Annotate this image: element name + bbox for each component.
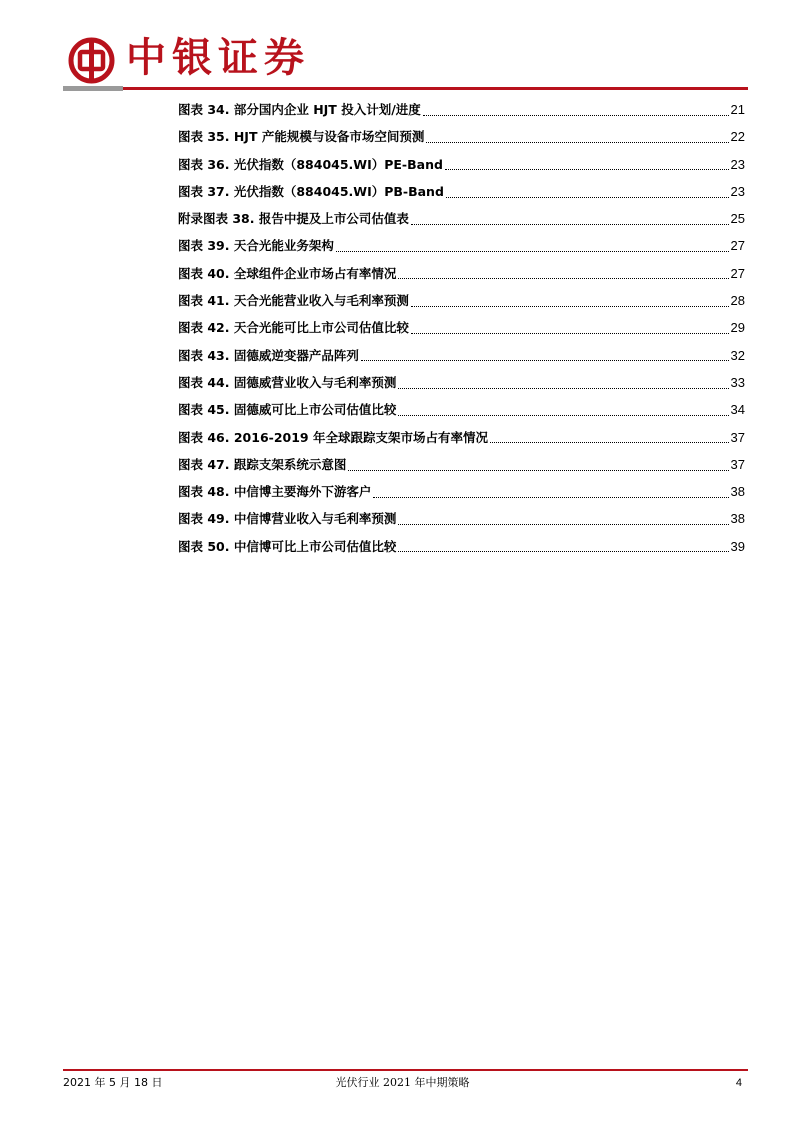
toc-entry[interactable] <box>178 287 745 314</box>
toc-entry-page: 22 <box>730 129 745 145</box>
toc-entry[interactable] <box>178 424 745 451</box>
toc-entry[interactable] <box>178 232 745 259</box>
toc-entry[interactable] <box>178 96 745 123</box>
toc-entry-page: 38 <box>730 511 745 527</box>
toc-entry-page: 28 <box>730 293 745 309</box>
toc-entry-label: 图表 40. 全球组件企业市场占有率情况 <box>178 265 397 281</box>
toc-entry-page: 32 <box>730 347 745 363</box>
header-divider-red <box>123 87 748 90</box>
toc-leader-dots <box>361 359 729 361</box>
toc-entry-page: 38 <box>730 484 745 500</box>
toc-entry-page: 39 <box>730 538 745 554</box>
toc-leader-dots <box>411 332 729 334</box>
toc-entry[interactable] <box>178 533 745 560</box>
toc-entry[interactable] <box>178 478 745 505</box>
toc-entry[interactable] <box>178 505 745 532</box>
toc-entry[interactable] <box>178 123 745 150</box>
footer-report-title: 光伏行业 2021 年中期策略 <box>335 1076 470 1089</box>
page-footer <box>63 1074 742 1092</box>
toc-entry[interactable] <box>178 178 745 205</box>
toc-entry[interactable] <box>178 342 745 369</box>
toc-leader-dots <box>411 223 729 225</box>
toc-entry-label: 图表 50. 中信博可比上市公司估值比较 <box>178 538 397 554</box>
toc-leader-dots <box>348 469 728 471</box>
toc-leader-dots <box>398 277 728 279</box>
bank-of-china-logo-icon <box>68 37 115 84</box>
toc-leader-dots <box>426 141 728 143</box>
brand-name: 中银证券 <box>126 34 310 81</box>
toc-entry-label: 图表 46. 2016-2019 年全球跟踪支架市场占有率情况 <box>178 429 488 445</box>
toc-entry[interactable] <box>178 396 745 423</box>
toc-entry-page: 23 <box>730 156 745 172</box>
toc-leader-dots <box>446 196 729 198</box>
toc-entry[interactable] <box>178 451 745 478</box>
toc-entry[interactable] <box>178 369 745 396</box>
toc-leader-dots <box>336 250 729 252</box>
toc-leader-dots <box>398 387 728 389</box>
toc-entry-page: 37 <box>730 429 745 445</box>
toc-leader-dots <box>398 550 728 552</box>
toc-entry-page: 27 <box>730 265 745 281</box>
toc-entry-page: 21 <box>730 102 745 117</box>
toc-entry-page: 37 <box>730 456 745 472</box>
toc-leader-dots <box>490 441 729 443</box>
toc-entry-page: 33 <box>730 374 745 390</box>
toc-entry-label: 附录图表 38. 报告中提及上市公司估值表 <box>178 211 409 227</box>
footer-date: 2021 年 5 月 18 日 <box>63 1076 163 1089</box>
toc-entry-label: 图表 35. HJT 产能规模与设备市场空间预测 <box>178 129 425 145</box>
toc-leader-dots <box>411 305 729 307</box>
page-header <box>0 0 793 95</box>
toc-entry-page: 25 <box>730 211 745 227</box>
toc-entry[interactable] <box>178 260 745 287</box>
toc-entry-page: 34 <box>730 402 745 418</box>
toc-leader-dots <box>398 523 728 525</box>
toc-leader-dots <box>445 168 729 170</box>
toc-entry-page: 29 <box>730 320 745 336</box>
header-divider-gray <box>63 86 123 91</box>
footer-divider <box>63 1069 748 1071</box>
toc-entry-label: 图表 34. 部分国内企业 HJT 投入计划/进度 <box>178 102 421 117</box>
toc-entry-label: 图表 37. 光伏指数（884045.WI）PB-Band <box>178 183 444 199</box>
toc-entry[interactable] <box>178 314 745 341</box>
toc-entry-label: 图表 39. 天合光能业务架构 <box>178 238 334 254</box>
footer-page-number: 4 <box>735 1077 742 1089</box>
toc-entry-label: 图表 36. 光伏指数（884045.WI）PE-Band <box>178 156 443 172</box>
figure-index-list <box>178 96 745 560</box>
toc-entry-page: 23 <box>730 183 745 199</box>
toc-entry-label: 图表 49. 中信博营业收入与毛利率预测 <box>178 511 397 527</box>
toc-entry-label: 图表 48. 中信博主要海外下游客户 <box>178 484 372 500</box>
toc-entry[interactable] <box>178 205 745 232</box>
toc-entry-label: 图表 42. 天合光能可比上市公司估值比较 <box>178 320 409 336</box>
toc-entry-page: 27 <box>730 238 745 254</box>
toc-entry-label: 图表 47. 跟踪支架系统示意图 <box>178 456 347 472</box>
toc-entry-label: 图表 45. 固德威可比上市公司估值比较 <box>178 402 397 418</box>
toc-entry-label: 图表 44. 固德威营业收入与毛利率预测 <box>178 374 397 390</box>
toc-entry-label: 图表 43. 固德威逆变器产品阵列 <box>178 347 359 363</box>
toc-entry[interactable] <box>178 151 745 178</box>
toc-leader-dots <box>373 496 728 498</box>
toc-leader-dots <box>423 114 729 116</box>
toc-entry-label: 图表 41. 天合光能营业收入与毛利率预测 <box>178 293 409 309</box>
toc-leader-dots <box>398 414 728 416</box>
